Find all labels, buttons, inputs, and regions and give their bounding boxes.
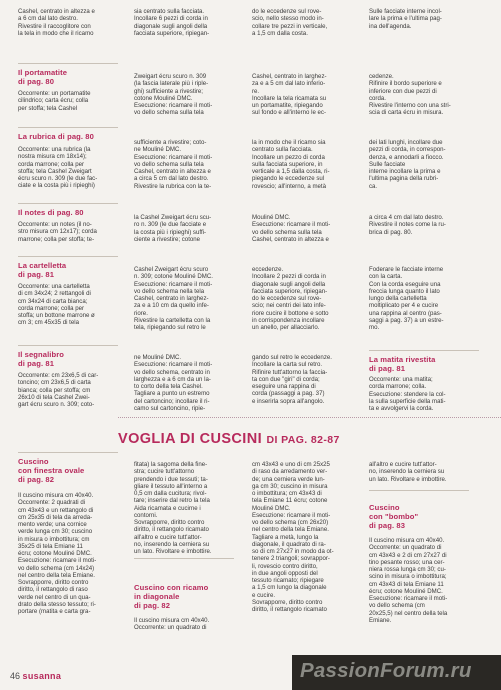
segnalibro-body: Occorrente: cm 23x6,5 di car- toncino; cm 23x6,5 di carta bianca; colla per stoffa; cm 26x10 di tela Cashel Zwei- gart écru scuro n. 309; coto- bbox=[18, 372, 99, 408]
portamatite-col-3: Cashel, centrato in larghez- za e a 5 cm dal lato inferio- re. Incollare la tela ricamata su un portamatite, ripiegando sul fondo e all'interno le ec- bbox=[252, 73, 327, 117]
section-rule bbox=[18, 203, 118, 204]
section-divider bbox=[118, 417, 501, 418]
cartelletta-col-3: eccedenze. Incollare 2 pezzi di corda in diagonale sugli angoli della facciata superiore, ripiegan- do le eccedenze sul rove- scio; nei centri dei lato infe- riore cucire il bottone e sotto in corrispondenza incollare un anello, per allacciarlo. bbox=[252, 266, 329, 331]
diagonale-body-end: all'altro e cucire tutt'attor- no, inserendo la cerniera su un lato. Rivoltare e imbottire. bbox=[369, 461, 447, 483]
rubrica-col-3: la in modo che il ricamo sia centrato sulla facciata. Incollare un pezzo di corda sulla facciata superiore, in verticale a 1,5 dalla costa, ri- piegando le eccedenze sul rovescio; all'interno, a metà bbox=[252, 139, 330, 190]
ovale-body-cont: fitata) la sagoma della fine- stra; cucire tutt'attorno prendendo i due tessuti; ta- gliare il tessuto all'interno a 0,5 cm dalla cucitura; rivol- tare; inserire dal retro la tela Aida ricamata e cucirne i contorni. Sovrapporre, diritto contro diritto, il rettangolo ricamato all'altro e cucire tutt'attor- no, inserendo la cerniera su un lato. Rivoltare e imbottire. bbox=[134, 461, 212, 555]
matita-body: Occorrente: una matita; corda marrone; colla. Esecuzione: stendere la col- la sulla superficie della mati- ta e avvolgervi la corda. bbox=[369, 376, 446, 412]
bombo-heading: Cuscino con "bombo" di pag. 83 bbox=[369, 503, 419, 530]
top-col-1: Cashel, centrato in altezza e a 6 cm dal lato destro. Rivestire il raccoglitore con la tela in modo che il ricamo bbox=[18, 8, 95, 37]
notes-heading: Il notes di pag. 80 bbox=[18, 208, 84, 217]
portamatite-col-4: cedenze. Rifinire il bordo superiore e inferiore con due pezzi di corda. Rivestire l'interno con una stri- scia di carta écru in misura. bbox=[369, 73, 451, 117]
diagonale-body: Il cuscino misura cm 40x40. Occorrente: un quadrato di bbox=[134, 617, 210, 632]
top-col-4: Sulle facciate interne incol- lare la prima e l'ultima pag- ina dell'agenda. bbox=[369, 8, 442, 30]
bombo-body: Il cuscino misura cm 40x40. Occorrente: un quadrato di cm 43x43 e 2 di cm 27x27 di tino pesante rosso; una cer- niera rossa lunga cm 30; cu- scino in misura o imbottitura; cm 43x43 di tela Emiane 11 écru; cotone Mouliné DMC. Esecuzione: ricamare il moti- vo dello schema (cm 20x25,5) nel centro della tela Emiane. bbox=[369, 537, 448, 624]
segnalibro-col-2: ne Mouliné DMC. Esecuzione: ricamare il moti- vo dello schema, centrato in larghezza e a 6 cm da un la- to corto della tela Cashel. Tagliare a punto un estremo del cartoncino; incollare il ri- camo sul cartoncino, ripie- bbox=[134, 354, 213, 412]
matita-heading: La matita rivestita di pag. 81 bbox=[369, 355, 436, 373]
notes-col-4: a circa 4 cm dal lato destro. Rivestire il notes come la ru- brica di pag. 80. bbox=[369, 214, 446, 236]
cuscini-title-text: VOGLIA DI CUSCINI bbox=[118, 431, 263, 447]
cuscini-title-pages: DI PAG. 82-87 bbox=[266, 434, 340, 446]
section-rule bbox=[134, 558, 234, 559]
ovale-body: Il cuscino misura cm 40x40. Occorrente: 2 quadrati di cm 43x43 e un rettangolo di cm 25x35 di tela da arreda- mento verde; una cornice verde lunga cm 30; cuscino in misura o imbottitura; cm 35x25 di tela Emiane 11 écru; cotone Mouliné DMC. Esecuzione: ricamare il moti- vo dello schema (cm 14x24) nel centro della tela Emiane. Sovrapporre, diritto contro diritto, il rettangolo di raso verde nel centro di un qua- drato della stesso tessuto; ri- portare (matita e carta gra- bbox=[18, 492, 97, 615]
section-rule bbox=[369, 490, 469, 491]
watermark-banner bbox=[292, 655, 501, 690]
section-rule bbox=[18, 345, 118, 346]
page-number: 46 bbox=[10, 671, 21, 681]
watermark-text: PassionForum.ru bbox=[300, 659, 472, 682]
section-rule bbox=[369, 350, 479, 351]
cartelletta-col-2: Cashel Zweigart écru scuro n. 309; cotone Mouliné DMC. Esecuzione: ricamare il moti- vo dello schema nella tela Cashel, centrato in larghez- za e a 10 cm da quello infe- riore. Rivestire la cartelletta con la tela, ripiegando sul retro le bbox=[134, 266, 213, 331]
diagonale-heading: Cuscino con ricamo in diagonale di pag. 82 bbox=[134, 583, 209, 610]
magazine-logo: susanna bbox=[22, 671, 62, 681]
rubrica-heading: La rubrica di pag. 80 bbox=[18, 132, 94, 141]
cartelletta-col-4: Foderare le facciate interne con la carta. Con la corda eseguire una freccia lunga quanto il lato lungo della cartelletta moltiplicato per 4 e cucire una rappina al centro (pas- saggi a pag. 37) a un estre- mo. bbox=[369, 266, 444, 331]
rubrica-col-2: sufficiente a rivestire; coto- ne Mouliné DMC. Esecuzione: ricamare il moti- vo dello schema sulla tela Cashel, centrato in altezza e a circa 5 cm dal lato destro. Rivestire la rubrica con la te- bbox=[134, 139, 213, 190]
segnalibro-col-3: gando sul retro le eccedenze. Incollare la carta sul retro. Rifinire tutt'attorno la faccia- ta con due "giri" di corda; eseguire una rappina di corda (passaggi a pag. 37) e inserirla sopra all'angolo. bbox=[252, 354, 332, 405]
rubrica-col-4: dei lati lunghi, incollare due pezzi di corda, in correspon- denza, e annodarli a fiocco. Sulle facciate interne incollare la prima e l'ultima pagina della rubri- ca. bbox=[369, 139, 446, 190]
rubrica-body: Occorrente: una rubrica (la nostra misura cm 18x14); corda marrone; colla per stoffa; tela Cashel Zweigart écru scuro n. 309 (le due fac- ciate e la costa più i ripieghi) bbox=[18, 146, 98, 190]
portamatite-heading: Il portamatite di pag. 80 bbox=[18, 68, 68, 86]
section-rule bbox=[18, 63, 118, 64]
ovale-heading: Cuscino con finestra ovale di pag. 82 bbox=[18, 457, 85, 484]
page-footer bbox=[10, 671, 61, 681]
diagonale-body-cont: cm 43x43 e uno di cm 25x25 di raso da arredamento ver- de; una cerniera verde lun- ga cm 30; cuscino in misura o imbottitura; cm 43x43 di tela Emiane 11 écru; cotone Mouliné DMC. Esecuzione: ricamare il moti- vo dello schema (cm 26x20) nel centro della tela Emiane. Tagliare a metà, lungo la diagonale, il quadrato di ra- so di cm 27x27 in modo da ot- tenere 2 triangoli; sovrappor- li, rovescio contro diritto, in due angoli opposti del tessuto ricamato; ripiegare a 1,5 cm lungo la diagonale e cucire. Sovrapporre, diritto contro diritto, il rettangolo ricamato bbox=[252, 461, 334, 613]
top-col-2: sia centrato sulla facciata. Incollare 6 pezzi di corda in diagonale sugli angoli della facciata superiore, ripiegan- bbox=[134, 8, 210, 37]
cartelletta-heading: La cartelletta di pag. 81 bbox=[18, 261, 67, 279]
section-rule bbox=[18, 452, 118, 453]
portamatite-body: Occorrente: un portamatite cilindrico; carta écru; colla per stoffa; tela Cashel bbox=[18, 90, 91, 112]
cuscini-title bbox=[118, 431, 340, 447]
cartelletta-body: Occorrente: una cartelletta di cm 34x24; 2 rettangoli di cm 34x24 di carta bianca; corda marrone; colla per stoffa; un bottone marrone ø cm 3; cm 45x35 di tela bbox=[18, 283, 95, 327]
segnalibro-heading: Il segnalibro di pag. 81 bbox=[18, 350, 65, 368]
notes-body: Occorrente: un notes (il no- stro misura cm 12x17); corda marrone; colla per stoffa; te- bbox=[18, 221, 97, 243]
portamatite-col-2: Zweigart écru scuro n. 309 (la fascia laterale più i riple- ghi) sufficiente a rivestire; cotone Mouliné DMC. Esecuzione: ricamare il moti- vo dello schema sulla tela bbox=[134, 73, 213, 117]
notes-col-3: Mouliné DMC. Esecuzione: ricamare il moti- vo dello schema sulla tela Cashel, centrato in altezza e bbox=[252, 214, 331, 243]
notes-col-2: la Cashel Zweigart écru scu- ro n. 309 (le due facciate e la costa più i ripieghi) suffi- ciente a rivestire; cotone bbox=[134, 214, 212, 243]
section-rule bbox=[18, 256, 118, 257]
top-col-3: do le eccedenze sul rove- scio, nello stesso modo in- collare tre pezzi in verticale, a 1,5 cm dalla costa. bbox=[252, 8, 328, 37]
section-rule bbox=[18, 127, 118, 128]
